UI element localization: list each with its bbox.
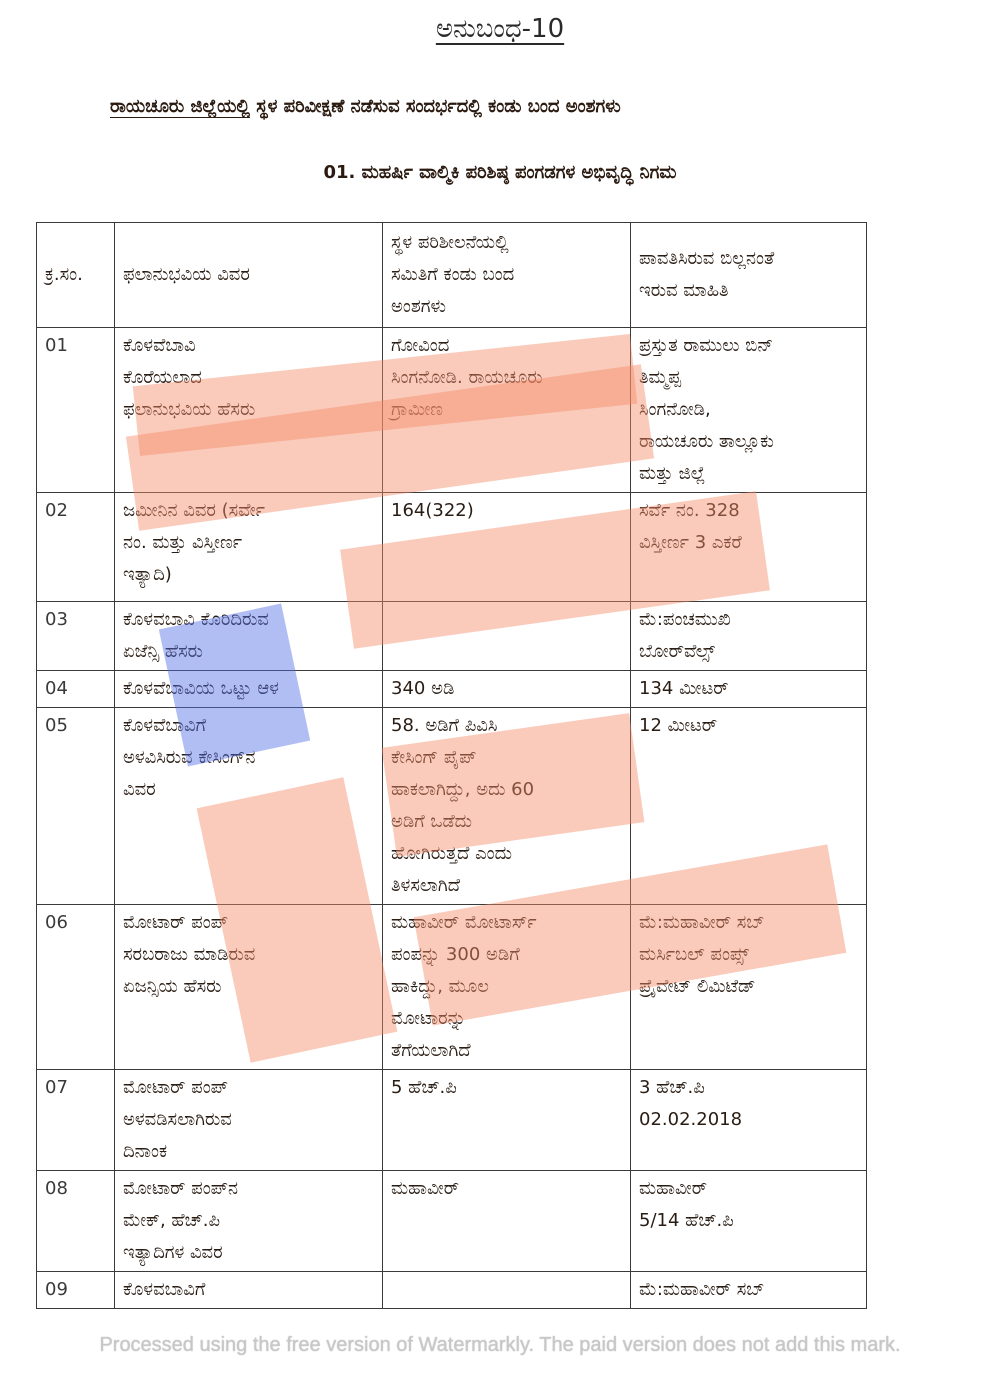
row-bill-info: ಪ್ರಸ್ತುತ ರಾಮುಲು ಬಿನ್ ತಿಮ್ಮಪ್ಪ ಸಿಂಗನೋಡಿ, ರಾಯಚೂರು ತಾಲ್ಲೂಕು ಮತ್ತು ಜಿಲ್ಲೆ <box>631 328 867 493</box>
row-item: ಮೋಟಾರ್ ಪಂಪ್ ಅಳವಡಿಸಲಾಗಿರುವ ದಿನಾಂಕ <box>115 1070 383 1171</box>
row-serial: 04 <box>37 671 115 708</box>
row-finding: ಮಹಾವೀರ್ ಮೋಟಾರ್ಸ್ ಪಂಪನ್ನು 300 ಅಡಿಗೆ ಹಾಕಿದ್ದು, ಮೂಲ ಮೋಟಾರನ್ನು ತೆಗೆಯಲಾಗಿದೆ <box>383 905 631 1070</box>
row-bill-info: ಸರ್ವೆ ನಂ. 328 ವಿಸ್ತೀರ್ಣ 3 ಎಕರೆ <box>631 493 867 602</box>
row-bill-info: ಮೆ:ಪಂಚಮುಖಿ ಬೋರ್‌ವೆಲ್ಸ್ <box>631 602 867 671</box>
row-item: ಮೋಟಾರ್ ಪಂಪ್‌ನ ಮೇಕ್, ಹೆಚ್.ಪಿ ಇತ್ಯಾದಿಗಳ ವಿವರ <box>115 1171 383 1272</box>
row-serial: 01 <box>37 328 115 493</box>
table-row <box>37 1171 867 1272</box>
row-finding: 58. ಅಡಿಗೆ ಪಿವಿಸಿ ಕೇಸಿಂಗ್ ಪೈಪ್ ಹಾಕಲಾಗಿದ್ದು, ಅದು 60 ಅಡಿಗೆ ಒಡೆದು ಹೋಗಿರುತ್ತದೆ ಎಂದು ತಿಳಸಲಾಗಿದೆ <box>383 708 631 905</box>
row-item: ಜಮೀನಿನ ವಿವರ (ಸರ್ವೇ ನಂ. ಮತ್ತು ವಿಸ್ತೀರ್ಣ ಇತ್ಯಾದಿ) <box>115 493 383 602</box>
row-finding: 5 ಹೆಚ್.ಪಿ <box>383 1070 631 1171</box>
row-bill-info: 3 ಹೆಚ್.ಪಿ 02.02.2018 <box>631 1070 867 1171</box>
inspection-table <box>36 222 867 1309</box>
row-bill-info: 12 ಮೀಟರ್ <box>631 708 867 905</box>
row-serial: 05 <box>37 708 115 905</box>
row-serial: 02 <box>37 493 115 602</box>
row-item: ಕೊಳವೆಬಾವಿಗೆ ಅಳವಿಸಿರುವ ಕೇಸಿಂಗ್‌ನ ವಿವರ <box>115 708 383 905</box>
row-finding <box>383 602 631 671</box>
table-row <box>37 1272 867 1309</box>
row-bill-info: ಮಹಾವೀರ್ 5/14 ಹೆಚ್.ಪಿ <box>631 1171 867 1272</box>
row-bill-info: ಮೆ:ಮಹಾವೀರ್ ಸಬ್ ಮರ್ಸಿಬಲ್ ಪಂಪ್ಸ್ ಪ್ರೈವೇಟ್ ಲಿಮಿಟೆಡ್ <box>631 905 867 1070</box>
header-bill-info: ಪಾವತಿಸಿರುವ ಬಿಲ್ಲನಂತೆ ಇರುವ ಮಾಹಿತಿ <box>631 223 867 328</box>
document-heading <box>110 86 810 128</box>
row-finding: ಗೋವಿಂದ ಸಿಂಗನೋಡಿ. ರಾಯಚೂರು ಗ್ರಾಮೀಣ <box>383 328 631 493</box>
header-site-findings: ಸ್ಥಳ ಪರಿಶೀಲನೆಯಲ್ಲಿ ಸಮಿತಿಗೆ ಕಂಡು ಬಂದ ಅಂಶಗಳು <box>383 223 631 328</box>
table-row <box>37 671 867 708</box>
row-finding: 340 ಅಡಿ <box>383 671 631 708</box>
table-row <box>37 1070 867 1171</box>
section-subheading: 01. ಮಹರ್ಷಿ ವಾಲ್ಮಿಕಿ ಪರಿಶಿಷ್ಠ ಪಂಗಡಗಳ ಅಭಿವೃದ್ಧಿ ನಿಗಮ <box>323 162 677 183</box>
row-serial: 06 <box>37 905 115 1070</box>
table-row <box>37 328 867 493</box>
row-item: ಕೊಳವಬಾವಿ ಕೊರಿದಿರುವ ಏಜೆನ್ಸಿ ಹೆಸರು <box>115 602 383 671</box>
row-bill-info: ಮೆ:ಮಹಾವೀರ್ ಸಬ್ <box>631 1272 867 1309</box>
row-serial: 07 <box>37 1070 115 1171</box>
table-row <box>37 708 867 905</box>
header-beneficiary-details: ಫಲಾನುಭವಿಯ ವಿವರ <box>115 223 383 328</box>
annex-title: ಅನುಬಂಧ-10 <box>435 14 565 44</box>
heading-rest: ಸ್ಥಳ ಪರಿವೀಕ್ಷಣೆ ನಡೆಸುವ ಸಂದರ್ಭದಲ್ಲಿ ಕಂಡು ಬಂದ ಅಂಶಗಳು <box>249 96 621 117</box>
row-item: ಮೋಟಾರ್ ಪಂಪ್ ಸರಬರಾಜು ಮಾಡಿರುವ ಏಜನ್ಸಿಯ ಹೆಸರು <box>115 905 383 1070</box>
row-item: ಕೊಳವೆಬಾವಿಯ ಒಟ್ಟು ಆಳ <box>115 671 383 708</box>
row-finding: 164(322) <box>383 493 631 602</box>
table-row <box>37 602 867 671</box>
row-serial: 09 <box>37 1272 115 1309</box>
table-row <box>37 493 867 602</box>
table-header-row <box>37 223 867 328</box>
row-finding: ಮಹಾವೀರ್ <box>383 1171 631 1272</box>
row-bill-info: 134 ಮೀಟರ್ <box>631 671 867 708</box>
row-serial: 08 <box>37 1171 115 1272</box>
row-finding <box>383 1272 631 1309</box>
header-serial: ಕ್ರ.ಸಂ. <box>37 223 115 328</box>
table-row <box>37 905 867 1070</box>
row-item: ಕೊಳವೆಬಾವಿ ಕೊರೆಯಲಾದ ಫಲಾನುಭವಿಯ ಹೆಸರು <box>115 328 383 493</box>
watermark-text: Processed using the free version of Watermarkly. The paid version does not add this mark. <box>99 1334 901 1356</box>
row-item: ಕೊಳವಬಾವಿಗೆ <box>115 1272 383 1309</box>
row-serial: 03 <box>37 602 115 671</box>
heading-district: ರಾಯಚೂರು ಜಿಲ್ಲೆಯಲ್ಲಿ <box>110 96 250 117</box>
